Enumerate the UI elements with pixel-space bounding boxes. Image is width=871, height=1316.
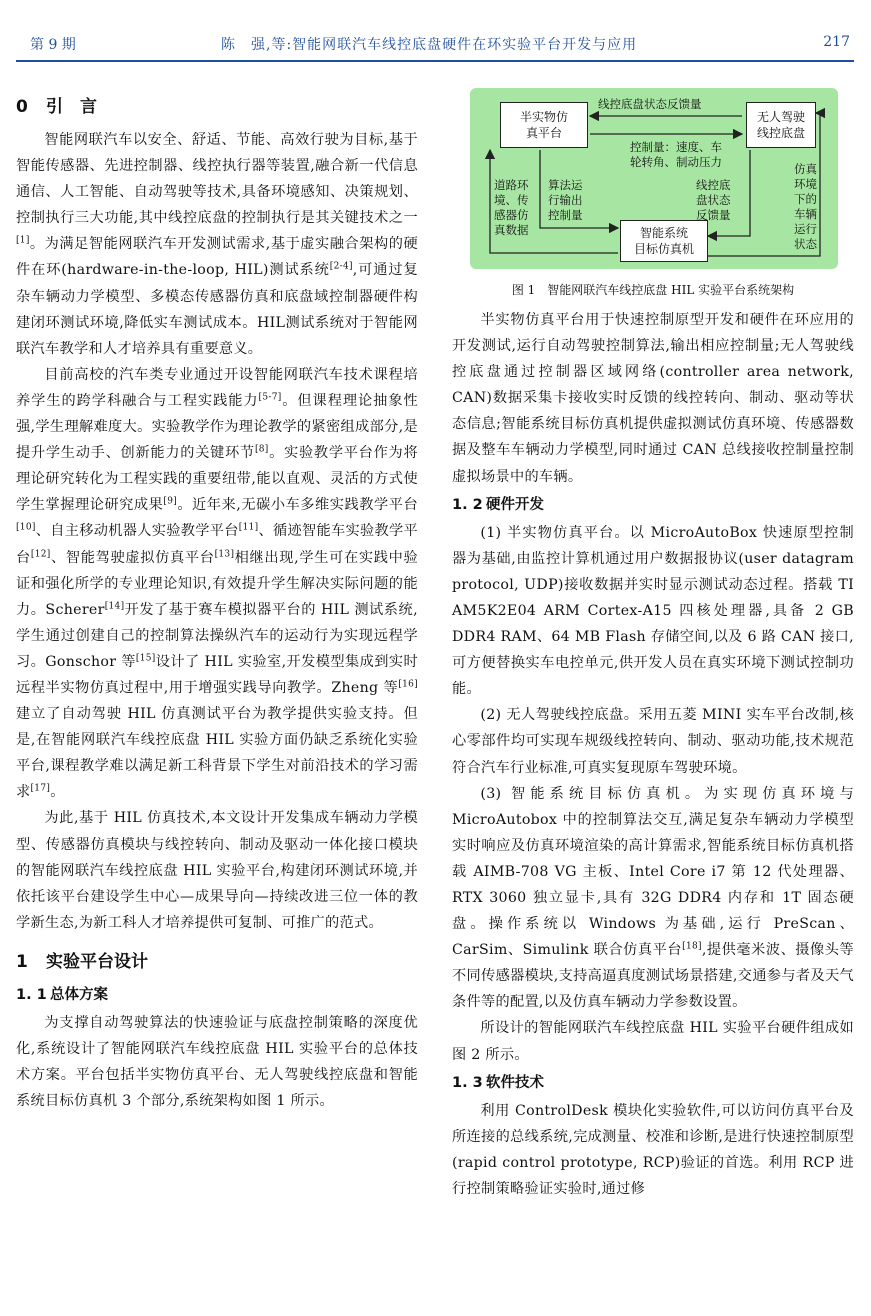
software-paragraph: 利用 ControlDesk 模块化实验软件,可以访问仿真平台及所连接的总线系统,完成测量、校准和诊断,是进行快速控制原型(rapid control prototype, RCP)验证的首选。利用 RCP 进行控制策略验证实验时,通过修 [452,1102,854,1197]
chassis-paragraph: (2) 无人驾驶线控底盘。采用五菱 MINI 实车平台改制,核心零部件均可实现车规级线控转向、制动、驱动功能,技术规范符合汽车行业标准,可真实复现原车驾驶环境。 [452,707,854,776]
label-chassis-feedback: 线控底盘状态反馈量 [598,97,702,111]
citation: [15] [135,653,156,664]
label-control-quantity: 控制量：速度、车 轮转角、制动压力 [630,140,722,169]
left-column [16,85,418,1114]
section-heading-1: 1 实验平台设计 [16,951,148,972]
citation: [11] [238,522,259,533]
running-header [16,30,854,62]
citation: [1] [16,235,30,246]
node-wire-chassis: 无人驾驶 线控底盘 [746,102,816,148]
citation: [13] [214,548,235,559]
hil-platform-paragraph: (1) 半实物仿真平台。以 MicroAutoBox 快速原型控制器为基础,由监控计算机通过用户数据报协议(user datagram protocol, UDP)接收数据并实时显示测试动态过程。搭载 TI AM5K2E04 ARM Cortex-A15 四核处理器,具备 2 GB DDR4 RAM、64 MB Flash 存储空间,以及 6 路 CAN 接口,可方便替换实车电控单元,供开发人员在真实环境下测试控制功能。 [452,524,854,698]
running-title: 陈 强,等:智能网联汽车线控底盘硬件在环实验平台开发与应用 [221,37,638,53]
citation: [14] [104,600,125,611]
subsection-heading-1-3: 1. 3 软件技术 [452,1074,544,1091]
node-hil-platform: 半实物仿 真平台 [500,102,588,148]
intro-paragraph-3: 为此,基于 HIL 仿真技术,本文设计开发集成车辆动力学模型、传感器仿真模块与线控转向、制动及驱动一体化接口模块的智能网联汽车线控底盘 HIL 实验平台,构建闭环测试环境,并依托该平台建设学生中心—成果导向—持续改进三位一体的教学新生态,为新工科人才培养提供可复制、可推广的范式。 [16,810,418,931]
citation: [12] [30,548,51,559]
label-env-data: 道路环 境、传 感器仿 真数据 [494,178,529,237]
citation: [2-4] [329,261,353,272]
intro-paragraph-2: 目前高校的汽车类专业通过开设智能网联汽车技术课程培养学生的跨学科融合与工程实践能力[5-7]。但课程理论抽象性强,学生理解难度大。实验教学作为理论教学的紧密组成部分,是提升学生动手、创新能力的关键环节[8]。实验教学平台作为将理论研究转化为工程实践的重要纽带,能以直观、灵活的方式使学生掌握理论研究成果[9]。近年来,无碳小车多维实践教学平台[10]、自主移动机器人实验教学平台[11]、循迹智能车实验教学平台[12]、智能驾驶虚拟仿真平台[13]相继出现,学生可在实践中验证和强化所学的专业理论知识,有效提升学生解决实际问题的能力。Scherer[14]开发了基于赛车模拟器平台的 HIL 测试系统,学生通过创建自己的控制算法操纵汽车的运动行为实现远程学习。Gonschor 等[15]设计了 HIL 实验室,开发模型集成到实时远程半实物仿真过程中,用于增强实践导向教学。Zheng 等[16]建立了自动驾驶 HIL 仿真测试平台为教学提供实验支持。但是,在智能网联汽车线控底盘 HIL 实验方面仍缺乏系统化实验平台,课程教学难以满足新工科背景下学生对前沿技术的学习需求[17]。 [16,366,418,801]
citation: [16] [398,679,418,690]
system-architecture-figure [470,88,838,269]
subsection-heading-1-2: 1. 2 硬件开发 [452,496,544,513]
right-column [452,88,854,1202]
label-vehicle-state: 仿真 环境 下的 车辆 运行 状态 [794,162,817,251]
citation: [9] [163,496,178,507]
subsection-heading-1-1: 1. 1 总体方案 [16,986,108,1003]
citation: [8] [254,444,269,455]
target-simulator-paragraph: (3) 智能系统目标仿真机。为实现仿真环境与 MicroAutobox 中的控制算法交互,满足复杂车辆动力学模型实时响应及仿真环境渲染的高计算需求,智能系统目标仿真机搭载 AIMB-708 VG 主板、Intel Core i7 第 12 代处理器、RTX 3060 独立显卡,具有 32G DDR4 内存和 1T 固态硬盘。操作系统以 Windows 为基础,运行 PreScan、CarSim、Simulink 联合仿真平台[18],提供毫米波、摄像头等不同传感器模块,支持高逼真度测试场景搭建,交通参与者及天气条件等的配置,以及仿真车辆动力学参数设置。 [452,785,855,1011]
citation: [17] [30,783,51,794]
hardware-figure-paragraph: 所设计的智能网联汽车线控底盘 HIL 实验平台硬件组成如图 2 所示。 [452,1020,854,1063]
citation: [5-7] [258,392,282,403]
label-chassis-state: 线控底 盘状态 反馈量 [696,178,731,222]
overall-scheme-paragraph: 为支撑自动驾驶算法的快速验证与底盘控制策略的深度优化,系统设计了智能网联汽车线控底盘 HIL 实验平台的总体技术方案。平台包括半实物仿真平台、无人驾驶线控底盘和智能系统目标仿真机 3 个部分,系统架构如图 1 所示。 [16,1014,418,1110]
label-algo-output: 算法运 行输出 控制量 [548,178,583,222]
issue-number: 第 9 期 [30,37,76,53]
section-heading-intro: 0 引 言 [16,97,97,117]
architecture-paragraph: 半实物仿真平台用于快速控制原型开发和硬件在环应用的开发测试,运行自动驾驶控制算法,输出相应控制量;无人驾驶线控底盘通过控制器区域网络(controller area network, CAN)数据采集卡接收实时反馈的线控转向、制动、驱动等状态信息;智能系统目标仿真机提供虚拟测试仿真环境、传感器数据及整车车辆动力学模型,同时通过 CAN 总线接收控制量控制虚拟场景中的车辆。 [452,312,854,485]
citation: [18] [682,941,702,952]
node-target-simulator: 智能系统 目标仿真机 [620,220,708,262]
page-number: 217 [823,34,850,50]
intro-paragraph-1: 智能网联汽车以安全、舒适、节能、高效行驶为目标,基于智能传感器、先进控制器、线控执行器等装置,融合新一代信息通信、人工智能、自动驾驶等技术,具备环境感知、决策规划、控制执行三大功能,其中线控底盘的控制执行是其关键技术之一[1]。为满足智能网联汽车开发测试需求,基于虚实融合架构的硬件在环(hardware-in-the-loop, HIL)测试系统[2-4],可通过复杂车辆动力学模型、多模态传感器仿真和底盘域控制器硬件构建闭环测试环境,降低实车测试成本。HIL测试系统对于智能网联汽车教学和人才培养具有重要意义。 [16,132,418,357]
citation: [10] [16,522,36,533]
figure-1-caption: 图 1 智能网联汽车线控底盘 HIL 实验平台系统架构 [511,283,795,297]
